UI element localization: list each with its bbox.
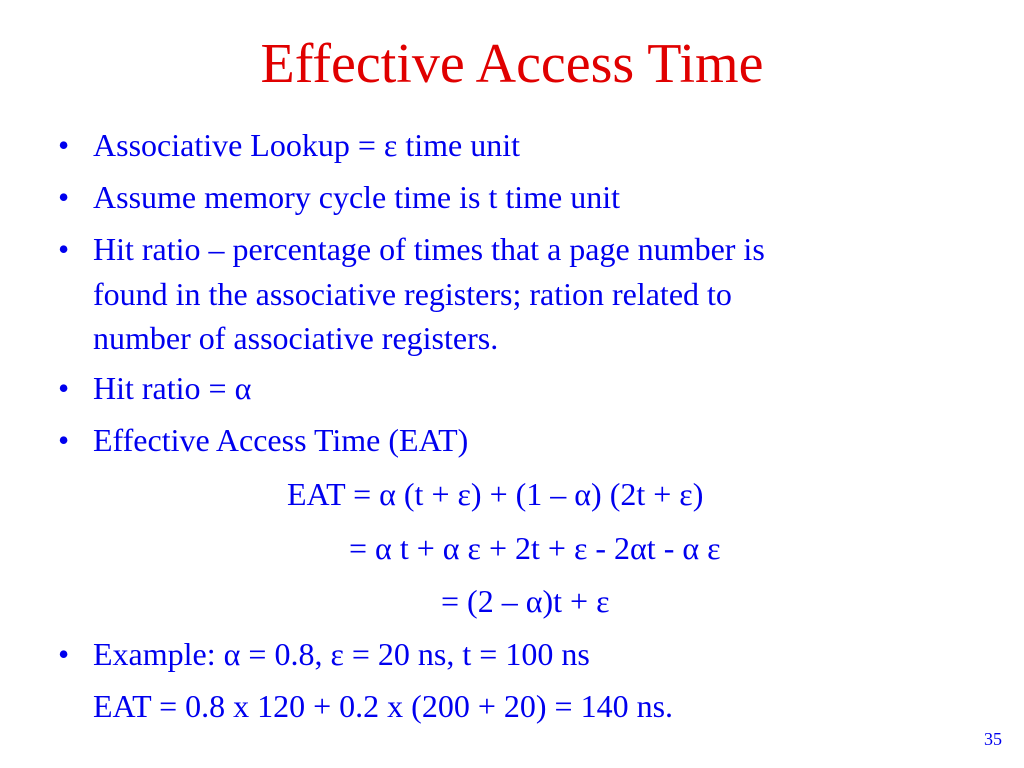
- equation-eat-1: EAT = α (t + ε) + (1 – α) (2t + ε): [287, 476, 704, 512]
- slide-title: Effective Access Time: [260, 33, 764, 95]
- bullet-marker: •: [58, 636, 70, 672]
- bullet-hit-ratio-def-line3: number of associative registers.: [93, 320, 499, 356]
- bullet-marker: •: [58, 370, 70, 406]
- bullet-marker: •: [58, 231, 70, 267]
- bullet-hit-ratio-def-line1: Hit ratio – percentage of times that a page number is: [93, 231, 765, 267]
- bullet-marker: •: [58, 179, 70, 215]
- page-number: 35: [984, 729, 1002, 749]
- bullet-marker: •: [58, 127, 70, 163]
- bullet-example: Example: α = 0.8, ε = 20 ns, t = 100 ns: [93, 636, 590, 672]
- bullet-memory-cycle: Assume memory cycle time is t time unit: [93, 179, 621, 215]
- bullet-associative-lookup: Associative Lookup = ε time unit: [93, 127, 520, 163]
- bullet-hit-ratio-def-line2: found in the associative registers; ration related to: [93, 276, 732, 312]
- example-result: EAT = 0.8 x 120 + 0.2 x (200 + 20) = 140 ns.: [93, 688, 674, 724]
- bullet-marker: •: [58, 422, 70, 458]
- bullet-eat-heading: Effective Access Time (EAT): [93, 422, 469, 458]
- equation-eat-2: = α t + α ε + 2t + ε - 2αt - α ε: [349, 530, 721, 566]
- equation-eat-3: = (2 – α)t + ε: [441, 583, 610, 619]
- bullet-hit-ratio-alpha: Hit ratio = α: [93, 370, 252, 406]
